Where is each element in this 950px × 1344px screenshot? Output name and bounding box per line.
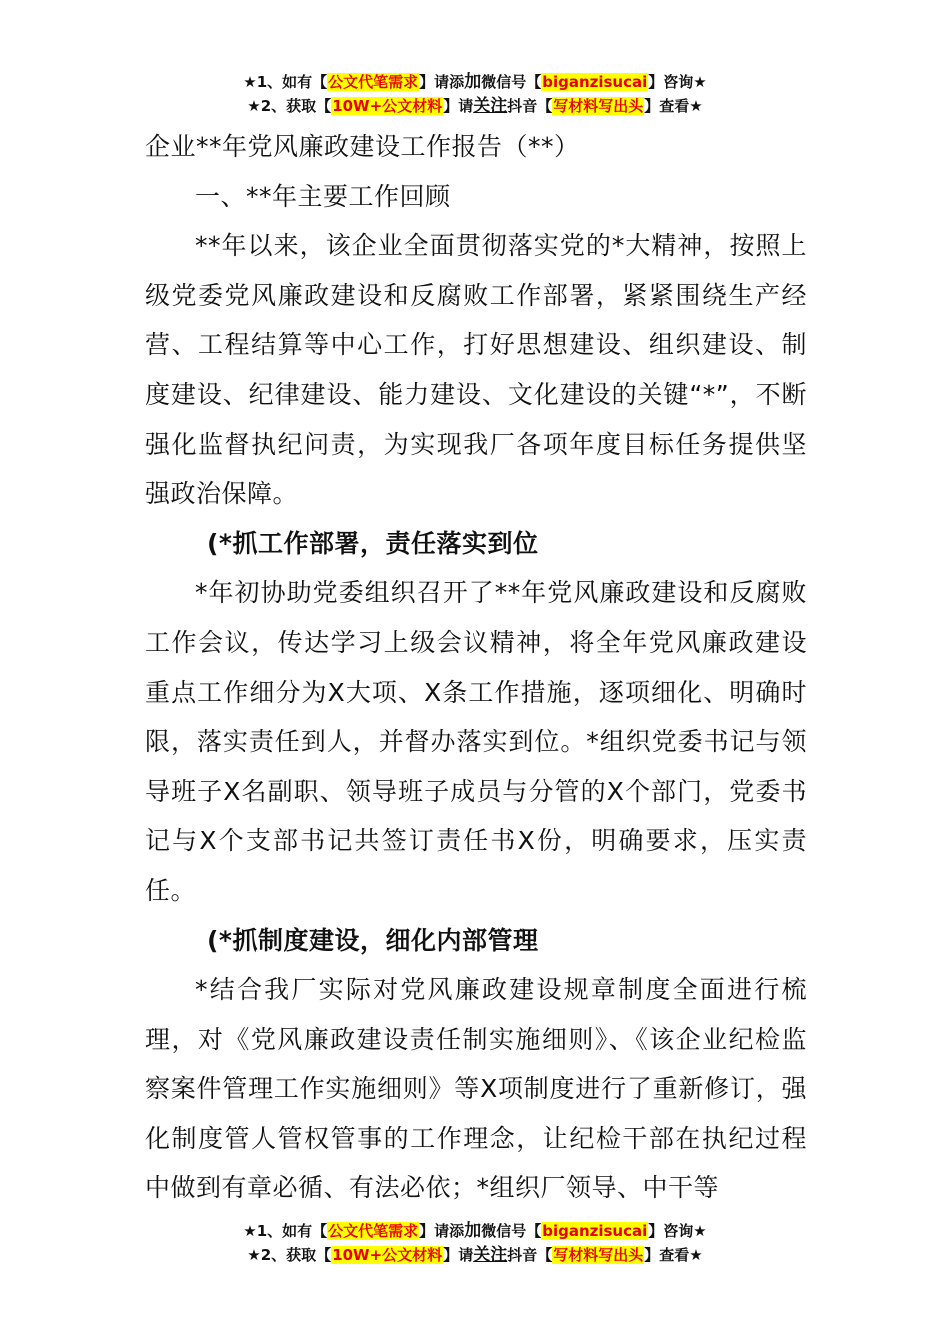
header-banner: [0, 70, 950, 118]
banner-text: 关注: [473, 1245, 508, 1265]
banner-text: 加: [464, 72, 482, 92]
banner-text: 】查看★: [644, 97, 703, 115]
paragraph: **年以来，该企业全面贯彻落实党的*大精神，按照上级党委党风廉政建设和反腐败工作部署，紧紧围绕生产经营、工程结算等中心工作，打好思想建设、组织建设、制度建设、纪律建设、能力建设、文化建设的关键“*”，不断强化监督执纪问责，为实现我厂各项年度目标任务提供坚强政治保障。: [145, 231, 807, 509]
banner-highlight: 写材料写出头: [553, 1246, 644, 1264]
banner-text: 关注: [473, 96, 508, 116]
banner-line-1: [0, 70, 950, 94]
section-heading: 一、**年主要工作回顾: [195, 181, 451, 211]
banner-highlight: 10W+公文材料: [332, 97, 443, 115]
banner-highlight: 公文代笔需求: [328, 1222, 419, 1240]
banner-text: 】查看★: [644, 1246, 703, 1264]
banner-text: 微信号【: [481, 1222, 542, 1240]
banner-text: ★1、如有【: [243, 1222, 328, 1240]
banner-text: 】咨询★: [648, 73, 707, 91]
document-title: 企业**年党风廉政建设工作报告（**）: [145, 132, 580, 161]
banner-highlight: 10W+公文材料: [332, 1246, 443, 1264]
banner-text: 加: [464, 1221, 482, 1241]
banner-text: 】请: [443, 1246, 474, 1264]
banner-line-1: [0, 1219, 950, 1243]
banner-text: ★1、如有【: [243, 73, 328, 91]
paragraph: *年初协助党委组织召开了**年党风廉政建设和反腐败工作会议，传达学习上级会议精神，将全年党风廉政建设重点工作细分为X大项、X条工作措施，逐项细化、明确时限，落实责任到人，并督办落实到位。*组织党委书记与领导班子X名副职、领导班子成员与分管的X个部门，党委书记与X个支部书记共签订责任书X份，明确要求，压实责任。: [145, 578, 807, 905]
banner-text: 】请: [443, 97, 474, 115]
banner-text: 】请添: [419, 1222, 465, 1240]
banner-line-2: [0, 94, 950, 118]
banner-text: 】请添: [419, 73, 465, 91]
subheading: (*抓制度建设，细化内部管理: [207, 925, 539, 955]
banner-text: 抖音【: [507, 1246, 553, 1264]
banner-text: 微信号【: [481, 73, 542, 91]
document-body: [145, 122, 807, 1213]
banner-highlight: 写材料写出头: [553, 97, 644, 115]
banner-text: 抖音【: [507, 97, 553, 115]
banner-text: ★2、获取【: [247, 97, 332, 115]
banner-highlight: 公文代笔需求: [328, 73, 419, 91]
banner-highlight: biganzisucai: [542, 73, 648, 91]
banner-line-2: [0, 1243, 950, 1267]
banner-text: ★2、获取【: [247, 1246, 332, 1264]
banner-text: 】咨询★: [648, 1222, 707, 1240]
banner-highlight: biganzisucai: [542, 1222, 648, 1240]
footer-banner: [0, 1219, 950, 1267]
paragraph: *结合我厂实际对党风廉政建设规章制度全面进行梳理，对《党风廉政建设责任制实施细则》、《该企业纪检监察案件管理工作实施细则》等X项制度进行了重新修订，强化制度管人管权管事的工作理念，让纪检干部在执纪过程中做到有章必循、有法必依；*组织厂领导、中干等: [145, 975, 807, 1203]
subheading: (*抓工作部署，责任落实到位: [207, 528, 539, 558]
